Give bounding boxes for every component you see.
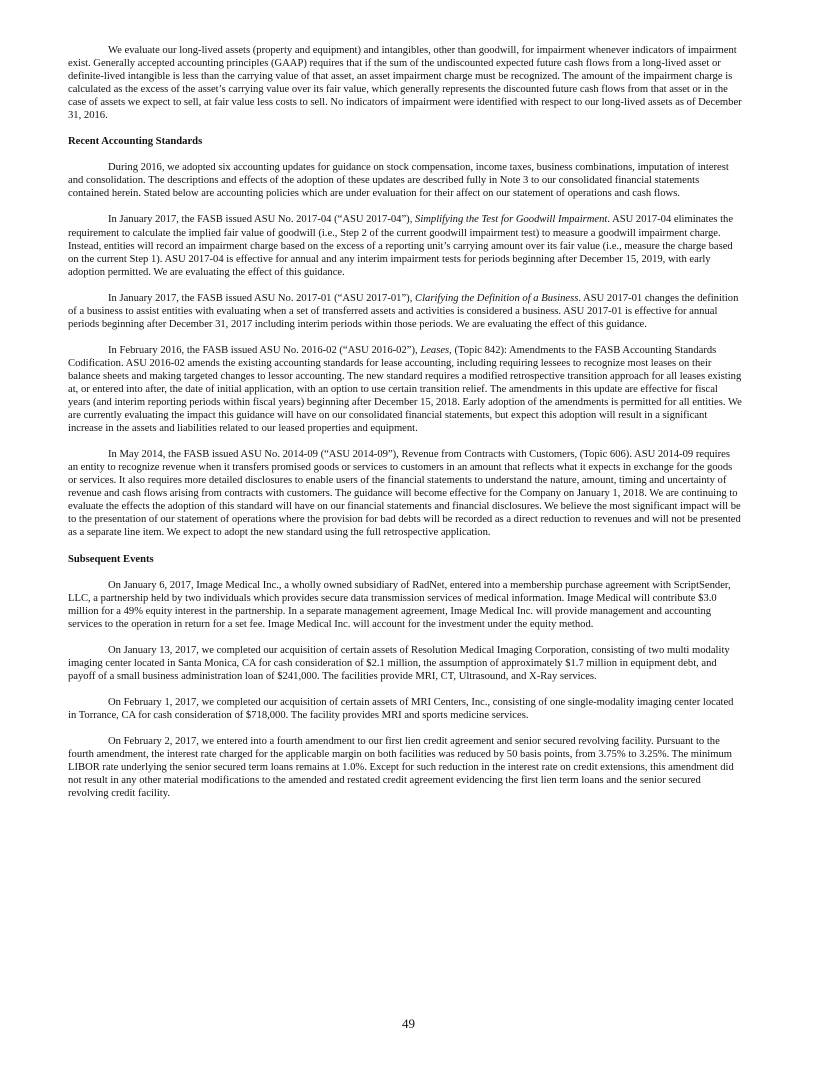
asu-2017-01-intro: In January 2017, the FASB issued ASU No. 2017-01 (“ASU 2017-01”), — [108, 292, 416, 304]
paragraph-feb-2-2017: On February 2, 2017, we entered into a fourth amendment to our first lien credit agreement and senior secured revolving facility. Pursuant to the fourth amendment, the interest rate charged for the applicable margin on both facilities was reduced by 50 basis points, from 3.75% to 3.25%. The minimum LIBOR rate underlying the senior secured term loans remains at 1.0%. Except for such reduction in the interest rate on credit extensions, this amendment did not result in any other material modifications to the amended and restated credit agreement evidencing the first lien term loans and the senior secured revolving credit facility. — [68, 735, 734, 800]
asu-2017-01-body: . ASU 2017-01 changes the definition of a business to assist entities with evaluating when a set of transferred assets and activities is considered a business. ASU 2017-01 is effective for annual periods beginning after December 31, 2017 including interim periods within those periods. We are evaluating the effect of this guidance. — [68, 292, 739, 330]
asu-2016-02-intro: In February 2016, the FASB issued ASU No. 2016-02 (“ASU 2016-02”), — [108, 344, 421, 356]
paragraph-asu-2017-01 — [68, 292, 742, 331]
paragraph-asu-2017-04 — [68, 213, 742, 278]
paragraph-2016-adoptions: During 2016, we adopted six accounting updates for guidance on stock compensation, income taxes, business combinations, imputation of interest and consolidation. The descriptions and effects of the adoption of these updates are described fully in Note 3 to our consolidated financial statements contained herein. Stated below are accounting policies which are under evaluation for their affect on our statement of operations and cash flows. — [68, 162, 729, 200]
document-page — [68, 44, 742, 813]
asu-2016-02-title: Leases, — [420, 344, 452, 356]
paragraph-jan-13-2017: On January 13, 2017, we completed our acquisition of certain assets of Resolution Medical Imaging Corporation, consisting of two multi modality imaging center located in Santa Monica, CA for cash consideration of $2.1 million, the assumption of approximately $1.7 million in equipment debt, and payoff of a small business administration loan of $241,000. The facilities provide MRI, CT, Ultrasound, and X-Ray services. — [68, 644, 730, 682]
asu-2017-01-title: Clarifying the Definition of a Business — [415, 292, 579, 304]
paragraph-feb-1-2017: On February 1, 2017, we completed our acquisition of certain assets of MRI Centers, Inc., consisting of one single-modality imaging center located in Torrance, CA for cash consideration of $718,000. The facility provides MRI and sports medicine services. — [68, 696, 734, 721]
paragraph-jan-6-2017: On January 6, 2017, Image Medical Inc., a wholly owned subsidiary of RadNet, entered into a membership purchase agreement with ScriptSender, LLC, a partnership held by two individuals which provides secure data transmission services of medical information. Image Medical will contribute $3.0 million for a 49% equity interest in the partnership. In a separate management agreement, Image Medical Inc. will provide management and accounting services to the operation in return for a set fee. Image Medical Inc. will account for the investment under the equity method. — [68, 579, 731, 630]
asu-2017-04-title: Simplifying the Test for Goodwill Impairment — [415, 214, 608, 226]
heading-recent-accounting-standards: Recent Accounting Standards — [68, 136, 203, 148]
asu-2017-04-intro: In January 2017, the FASB issued ASU No. 2017-04 (“ASU 2017-04”), — [108, 214, 416, 226]
page-number: 49 — [402, 1016, 415, 1031]
paragraph-asu-2014-09: In May 2014, the FASB issued ASU No. 2014-09 (“ASU 2014-09”), Revenue from Contracts with Customers, (Topic 606). ASU 2014-09 requires an entity to recognize revenue when it transfers promised goods or services to customers in an amount that reflects what it expects in exchange for the goods or services. It also requires more detailed disclosures to enable users of the financial statements to understand the nature, amount, timing and uncertainty of revenue and cash flows arising from contracts with customers. The guidance will become effective for the Company on January 1, 2018. We are continuing to evaluate the effects the adoption of this standard will have on our financial statements and financial disclosures. We believe the most significant impact will be to the presentation of our statement of operations where the provision for bad debts will be recorded as a direct reduction to revenues and will not be presented as a separate line item. We expect to adopt the new standard using the full retrospective application. — [68, 449, 741, 539]
asu-2017-04-body: . ASU 2017-04 eliminates the requirement to calculate the implied fair value of goodwill (i.e., Step 2 of the current goodwill impairment test) to measure a goodwill impairment charge. Instead, entities will record an impairment charge based on the excess of a reporting unit’s carrying amount over its fair value (i.e., measure the charge based on the current Step 1). ASU 2017-04 is effective for annual and any interim impairment tests for periods beginning after December 15, 2019, with early adoption permitted. We are evaluating the effect of this guidance. — [68, 214, 734, 278]
paragraph-asu-2016-02 — [68, 344, 742, 435]
heading-subsequent-events: Subsequent Events — [68, 553, 154, 565]
asu-2016-02-body: (Topic 842): Amendments to the FASB Accounting Standards Codification. ASU 2016-02 amends the existing accounting standards for lease accounting, including requiring lessees to recognize most leases on their balance sheets and making targeted changes to lessor accounting. The new standard requires a modified retrospective transition approach for all leases existing at, or entered into after, the date of initial application, with an option to use certain transition relief. The amendments in this update are effective for fiscal years (and interim reporting periods within fiscal years) beginning after December 15, 2018. Early adoption of the amendments is permitted for all entities. We are currently evaluating the impact this guidance will have on our consolidated financial statements, but expect this adoption will result in a significant increase in the assets and liabilities related to our leased properties and equipment. — [68, 344, 742, 435]
paragraph-impairment: We evaluate our long-lived assets (property and equipment) and intangibles, other than goodwill, for impairment whenever indicators of impairment exist. Generally accepted accounting principles (GAAP) requires that if the sum of the undiscounted expected future cash flows from a long-lived asset or definite-lived intangible is less than the carrying value of that asset, an asset impairment charge must be recognized. The amount of the impairment charge is calculated as the excess of the asset’s carrying value over its fair value, which generally represents the discounted future cash flows from that asset or in the case of assets we expect to sell, at fair value less costs to sell. No indicators of impairment were identified with respect to our long-lived assets as of December 31, 2016. — [68, 45, 742, 122]
